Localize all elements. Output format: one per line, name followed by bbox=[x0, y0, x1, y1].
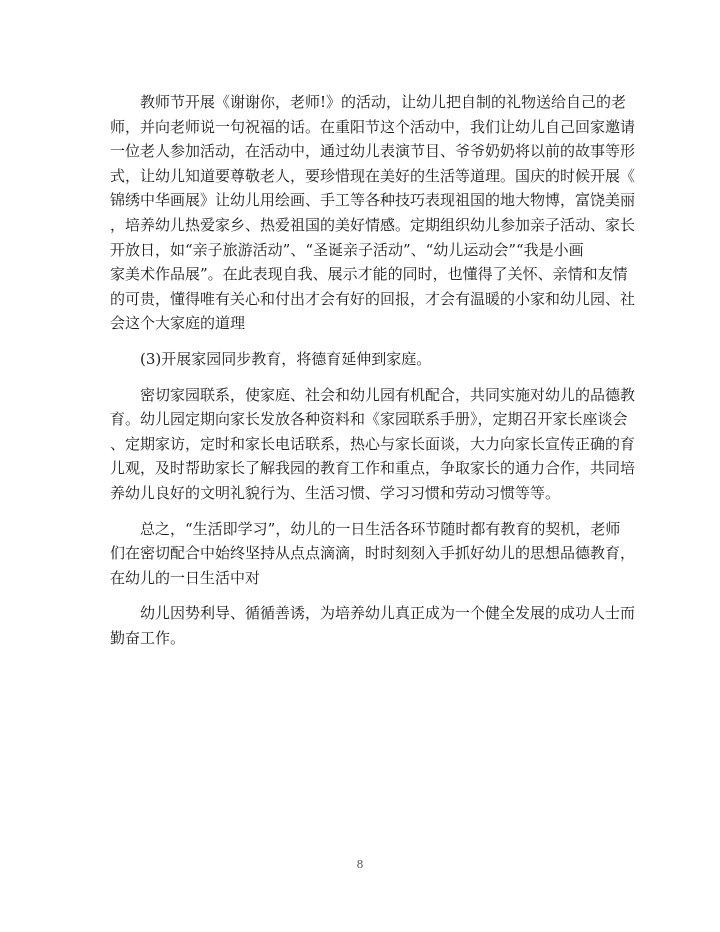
text-line: 在幼儿的一日生活中对 bbox=[110, 568, 261, 587]
paragraph-closing bbox=[110, 601, 636, 650]
text-line: 的可贵，懂得唯有关心和付出才会有好的回报，才会有温暖的小家和幼儿园、社 bbox=[110, 289, 636, 308]
text-line: 勤奋工作。 bbox=[110, 628, 186, 647]
body-text bbox=[110, 90, 636, 650]
text-line: 一位老人参加活动，在活动中，通过幼儿表演节目、爷爷奶奶将以前的故事等形 bbox=[110, 142, 636, 161]
text-line: 总之，“生活即学习”，幼儿的一日生活各环节随时都有教育的契机，老师 bbox=[140, 519, 621, 538]
text-line: 教师节开展《谢谢你，老师!》的活动，让幼儿把自制的礼物送给自己的老 bbox=[140, 93, 627, 111]
text-line: 会这个大家庭的道理 bbox=[110, 314, 246, 333]
paragraph-gap bbox=[110, 506, 615, 517]
paragraph-gap bbox=[110, 336, 615, 347]
text-line: 锦绣中华画展》让幼儿用绘画、手工等各种技巧表现祖国的地大物博，富饶美丽 bbox=[110, 191, 636, 210]
paragraph-activities bbox=[110, 90, 636, 336]
paragraph-home-school bbox=[110, 383, 636, 506]
text-line: 师，并向老师说一句祝福的话。在重阳节这个活动中，我们让幼儿自己回家邀请 bbox=[110, 117, 636, 136]
text-line: 们在密切配合中始终坚持从点点滴滴，时时刻刻入手抓好幼儿的思想品德教育， bbox=[110, 544, 636, 563]
section-heading: (3)开展家园同步教育，将德育延伸到家庭。 bbox=[140, 349, 432, 368]
text-line: ，培养幼儿热爱家乡、热爱祖国的美好情感。定期组织幼儿参加亲子活动、家长 bbox=[110, 215, 636, 234]
text-line: 密切家园联系，使家庭、社会和幼儿园有机配合，共同实施对幼儿的品德教 bbox=[140, 385, 636, 404]
text-line: 养幼儿良好的文明礼貌行为、生活习惯、学习习惯和劳动习惯等等。 bbox=[110, 483, 561, 502]
text-line: 、定期家访，定时和家长电话联系，热心与家长面谈，大力向家长宣传正确的育 bbox=[110, 434, 636, 453]
text-line: 育。幼儿园定期向家长发放各种资料和《家园联系手册》，定期召开家长座谈会 bbox=[110, 410, 628, 429]
page-number: 8 bbox=[356, 858, 364, 871]
text-line: 式，让幼儿知道要尊敬老人，要珍惜现在美好的生活等道理。国庆的时候开展《 bbox=[110, 166, 636, 185]
text-line: 幼儿因势利导、循循善诱，为培养幼儿真正成为一个健全发展的成功人士而 bbox=[140, 604, 636, 623]
paragraph-summary bbox=[110, 517, 636, 591]
text-line: 儿观，及时帮助家长了解我园的教育工作和重点，争取家长的通力合作，共同培 bbox=[110, 459, 636, 478]
paragraph-gap bbox=[110, 372, 615, 383]
paragraph-heading-3 bbox=[110, 347, 615, 372]
text-line: 家美术作品展”。在此表现自我、展示才能的同时，也懂得了关怀、亲情和友情 bbox=[110, 265, 628, 284]
text-line: 开放日，如“亲子旅游活动”、“圣诞亲子活动”、“幼儿运动会”“我是小画 bbox=[110, 240, 584, 259]
paragraph-gap bbox=[110, 590, 615, 601]
